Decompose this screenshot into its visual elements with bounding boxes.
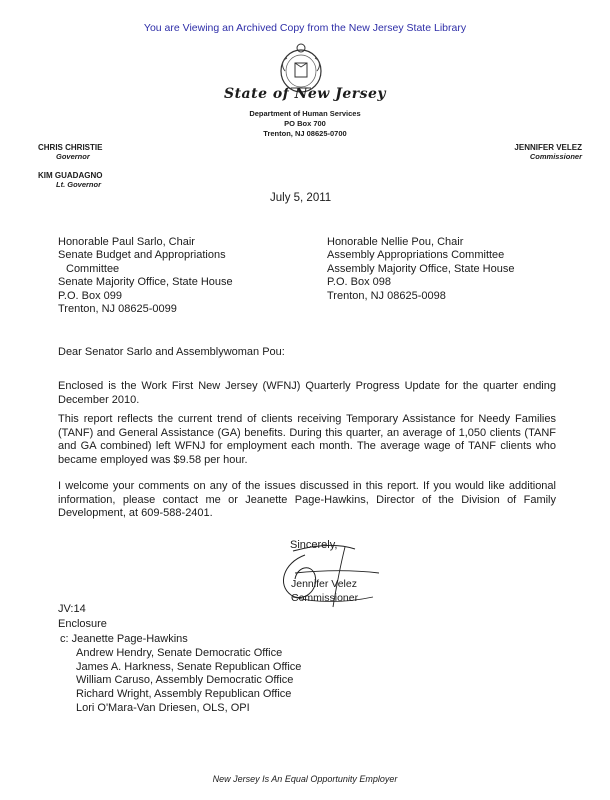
- address-line: Assembly Majority Office, State House: [327, 262, 515, 275]
- archive-notice: You are Viewing an Archived Copy from the New Jersey State Library: [143, 22, 467, 34]
- letter-date: July 5, 2011: [270, 192, 332, 204]
- footer-text: New Jersey Is An Equal Opportunity Employer: [212, 774, 398, 784]
- department-city: Trenton, NJ 08625-0700: [263, 129, 347, 138]
- enclosure-note: Enclosure: [58, 618, 107, 630]
- address-line: Honorable Paul Sarlo, Chair: [58, 236, 195, 248]
- cc-recipient: William Caruso, Assembly Democratic Office: [76, 674, 294, 687]
- cc-list: [60, 633, 301, 716]
- cc-recipient: Andrew Hendry, Senate Democratic Office: [76, 646, 283, 659]
- closing-sincerely: Sincerely,: [290, 539, 338, 551]
- body-paragraph: This report reflects the current trend of clients receiving Temporary Assistance for Needy Families (TANF) and General Assistance (GA) benefits. During this quarter, an average of 1,050 clients (TANF and GA combined) left WFNJ for employment each month. The average wage of TANF clients who became employed was $9.58 per hour.: [58, 413, 556, 466]
- reference-initials: JV:14: [58, 603, 86, 615]
- governor-title: Governor: [56, 152, 90, 161]
- cc-item: [60, 633, 301, 647]
- address-line: Senate Budget and Appropriations: [58, 249, 226, 262]
- commissioner-name: JENNIFER VELEZ: [514, 143, 582, 152]
- governor-name: CHRIS CHRISTIE: [38, 143, 103, 152]
- cc-recipient: Jeanette Page-Hawkins: [71, 633, 188, 645]
- signer-title: Commissioner: [291, 592, 359, 604]
- commissioner-title: Commissioner: [529, 152, 582, 161]
- lt-governor-title: Lt. Governor: [56, 180, 102, 189]
- address-line: Honorable Nellie Pou, Chair: [327, 236, 464, 248]
- body-paragraph: I welcome your comments on any of the issues discussed in this report. If you would like additional information, please contact me or Jeanette Page-Hawkins, Director of the Division of Family Development, at 609-588-2401.: [58, 480, 556, 520]
- address-line: P.O. Box 099: [58, 289, 123, 302]
- state-name: State of New Jersey: [223, 86, 387, 102]
- cc-recipient: Richard Wright, Assembly Republican Office: [76, 688, 292, 701]
- address-line: Senate Majority Office, State House: [58, 276, 233, 289]
- department-name: Department of Human Services: [249, 109, 361, 118]
- body-paragraph: Enclosed is the Work First New Jersey (WFNJ) Quarterly Progress Update for the quarter ending December 2010.: [58, 380, 556, 406]
- department-po-box: PO Box 700: [284, 119, 326, 128]
- address-line: P.O. Box 098: [327, 276, 392, 289]
- address-line: Committee: [66, 262, 120, 275]
- address-line: Trenton, NJ 08625-0098: [327, 289, 446, 302]
- recipient-address-left: [58, 236, 233, 316]
- cc-recipient: James A. Harkness, Senate Republican Office: [76, 660, 302, 673]
- cc-recipient: Lori O'Mara-Van Driesen, OLS, OPI: [76, 701, 250, 714]
- signer-name: Jennifer Velez: [291, 578, 357, 590]
- salutation: Dear Senator Sarlo and Assemblywoman Pou:: [58, 346, 285, 358]
- lt-governor-name: KIM GUADAGNO: [38, 171, 103, 180]
- recipient-address-right: [327, 236, 514, 303]
- address-line: Trenton, NJ 08625-0099: [58, 303, 177, 316]
- cc-label: c:: [60, 633, 69, 645]
- address-line: Assembly Appropriations Committee: [327, 249, 505, 262]
